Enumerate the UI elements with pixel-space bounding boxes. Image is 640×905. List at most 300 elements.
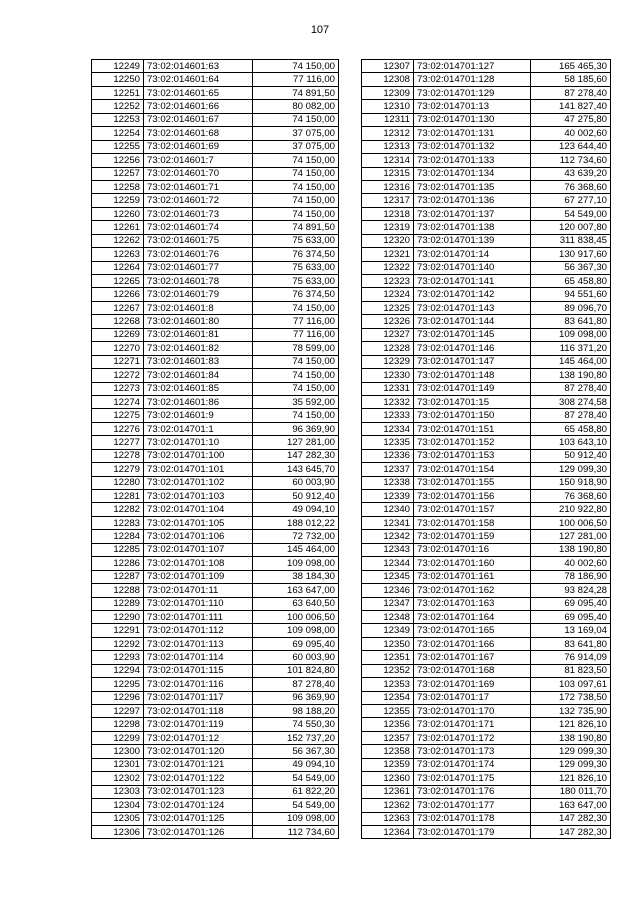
value-cell: 129 099,30 (531, 758, 611, 771)
cadastral-number-cell: 73:02:014701:159 (414, 530, 531, 543)
value-cell: 50 912,40 (253, 490, 339, 503)
value-cell: 74 150,00 (253, 167, 339, 180)
value-cell: 138 190,80 (531, 369, 611, 382)
table-row (362, 503, 611, 516)
table-row (362, 718, 611, 731)
table-row (92, 799, 339, 812)
cadastral-number-cell: 73:02:014701:122 (144, 772, 253, 785)
row-number-cell: 12299 (92, 731, 144, 744)
row-number-cell: 12270 (92, 342, 144, 355)
table-row (92, 691, 339, 704)
value-cell: 60 003,90 (253, 651, 339, 664)
value-cell: 37 075,00 (253, 140, 339, 153)
value-cell: 98 188,20 (253, 705, 339, 718)
table-row (92, 154, 339, 167)
value-cell: 74 150,00 (253, 194, 339, 207)
cadastral-number-cell: 73:02:014701:171 (414, 718, 531, 731)
row-number-cell: 12279 (92, 463, 144, 476)
value-cell: 81 823,50 (531, 664, 611, 677)
table-row (92, 503, 339, 516)
row-number-cell: 12277 (92, 436, 144, 449)
table-row (92, 409, 339, 422)
value-cell: 74 150,00 (253, 409, 339, 422)
page-number: 107 (310, 24, 330, 36)
row-number-cell: 12295 (92, 678, 144, 691)
cadastral-number-cell: 73:02:014701:108 (144, 557, 253, 570)
row-number-cell: 12326 (362, 315, 414, 328)
row-number-cell: 12298 (92, 718, 144, 731)
value-cell: 96 369,90 (253, 691, 339, 704)
table-row (362, 637, 611, 650)
table-row (362, 234, 611, 247)
value-cell: 77 116,00 (253, 328, 339, 341)
table-row (362, 799, 611, 812)
row-number-cell: 12284 (92, 530, 144, 543)
value-cell: 308 274,58 (531, 395, 611, 408)
table-row (362, 369, 611, 382)
value-cell: 100 006,50 (253, 610, 339, 623)
table-row (362, 664, 611, 677)
table-row (92, 772, 339, 785)
table-row (92, 315, 339, 328)
cadastral-number-cell: 73:02:014601:9 (144, 409, 253, 422)
cadastral-number-cell: 73:02:014701:126 (144, 825, 253, 838)
value-cell: 50 912,40 (531, 449, 611, 462)
table-row (92, 180, 339, 193)
row-number-cell: 12330 (362, 369, 414, 382)
row-number-cell: 12286 (92, 557, 144, 570)
cadastral-number-cell: 73:02:014701:157 (414, 503, 531, 516)
cadastral-number-cell: 73:02:014701:12 (144, 731, 253, 744)
cadastral-number-cell: 73:02:014701:125 (144, 812, 253, 825)
cadastral-number-cell: 73:02:014701:169 (414, 678, 531, 691)
row-number-cell: 12313 (362, 140, 414, 153)
table-row (362, 422, 611, 435)
cadastral-number-cell: 73:02:014701:172 (414, 731, 531, 744)
row-number-cell: 12292 (92, 637, 144, 650)
row-number-cell: 12336 (362, 449, 414, 462)
cadastral-number-cell: 73:02:014701:168 (414, 664, 531, 677)
row-number-cell: 12287 (92, 570, 144, 583)
value-cell: 49 094,10 (253, 503, 339, 516)
table-row (362, 530, 611, 543)
cadastral-number-cell: 73:02:014701:16 (414, 543, 531, 556)
row-number-cell: 12337 (362, 463, 414, 476)
value-cell: 60 003,90 (253, 476, 339, 489)
cadastral-number-cell: 73:02:014601:67 (144, 113, 253, 126)
row-number-cell: 12356 (362, 718, 414, 731)
cadastral-number-cell: 73:02:014701:134 (414, 167, 531, 180)
row-number-cell: 12291 (92, 624, 144, 637)
table-row (362, 691, 611, 704)
table-row (92, 301, 339, 314)
row-number-cell: 12297 (92, 705, 144, 718)
table-row (362, 543, 611, 556)
cadastral-number-cell: 73:02:014701:177 (414, 799, 531, 812)
table-row (362, 288, 611, 301)
table-row (362, 409, 611, 422)
table-row (92, 758, 339, 771)
row-number-cell: 12290 (92, 610, 144, 623)
row-number-cell: 12264 (92, 261, 144, 274)
value-cell: 129 099,30 (531, 463, 611, 476)
cadastral-number-cell: 73:02:014701:117 (144, 691, 253, 704)
row-number-cell: 12281 (92, 490, 144, 503)
cadastral-number-cell: 73:02:014701:155 (414, 476, 531, 489)
cadastral-number-cell: 73:02:014601:78 (144, 275, 253, 288)
table-row (362, 60, 611, 73)
table-row (92, 167, 339, 180)
value-cell: 138 190,80 (531, 731, 611, 744)
value-cell: 69 095,40 (253, 637, 339, 650)
cadastral-number-cell: 73:02:014701:132 (414, 140, 531, 153)
row-number-cell: 12352 (362, 664, 414, 677)
row-number-cell: 12316 (362, 180, 414, 193)
table-row (362, 113, 611, 126)
cadastral-number-cell: 73:02:014701:150 (414, 409, 531, 422)
row-number-cell: 12288 (92, 584, 144, 597)
table-row (362, 785, 611, 798)
cadastral-number-cell: 73:02:014701:130 (414, 113, 531, 126)
cadastral-number-cell: 73:02:014701:121 (144, 758, 253, 771)
cadastral-number-cell: 73:02:014701:116 (144, 678, 253, 691)
cadastral-number-cell: 73:02:014701:149 (414, 382, 531, 395)
value-cell: 145 464,00 (531, 355, 611, 368)
value-cell: 103 097,61 (531, 678, 611, 691)
cadastral-number-cell: 73:02:014701:103 (144, 490, 253, 503)
row-number-cell: 12327 (362, 328, 414, 341)
cadastral-number-cell: 73:02:014601:83 (144, 355, 253, 368)
cadastral-number-cell: 73:02:014601:81 (144, 328, 253, 341)
value-cell: 54 549,00 (253, 772, 339, 785)
value-cell: 74 150,00 (253, 60, 339, 73)
value-cell: 87 278,40 (531, 86, 611, 99)
table-row (362, 207, 611, 220)
row-number-cell: 12340 (362, 503, 414, 516)
value-cell: 47 275,80 (531, 113, 611, 126)
cadastral-number-cell: 73:02:014601:82 (144, 342, 253, 355)
table-row (92, 637, 339, 650)
table-row (92, 382, 339, 395)
value-cell: 123 644,40 (531, 140, 611, 153)
table-row (92, 476, 339, 489)
value-cell: 75 633,00 (253, 234, 339, 247)
row-number-cell: 12357 (362, 731, 414, 744)
table-row (362, 275, 611, 288)
value-cell: 127 281,00 (531, 530, 611, 543)
value-cell: 147 282,30 (253, 449, 339, 462)
cadastral-number-cell: 73:02:014701:118 (144, 705, 253, 718)
value-cell: 74 150,00 (253, 180, 339, 193)
cadastral-number-cell: 73:02:014701:129 (414, 86, 531, 99)
value-cell: 56 367,30 (253, 745, 339, 758)
value-cell: 76 368,60 (531, 180, 611, 193)
table-row (362, 731, 611, 744)
value-cell: 100 006,50 (531, 516, 611, 529)
table-row (92, 261, 339, 274)
row-number-cell: 12311 (362, 113, 414, 126)
cadastral-number-cell: 73:02:014601:71 (144, 180, 253, 193)
table-row (92, 127, 339, 140)
cadastral-number-cell: 73:02:014701:170 (414, 705, 531, 718)
cadastral-number-cell: 73:02:014701:137 (414, 207, 531, 220)
table-row (362, 584, 611, 597)
table-row (362, 745, 611, 758)
table-row (362, 127, 611, 140)
value-cell: 76 368,60 (531, 490, 611, 503)
table-row (92, 342, 339, 355)
table-row (92, 449, 339, 462)
value-cell: 172 738,50 (531, 691, 611, 704)
table-row (92, 288, 339, 301)
value-cell: 78 599,00 (253, 342, 339, 355)
cadastral-number-cell: 73:02:014701:136 (414, 194, 531, 207)
cadastral-number-cell: 73:02:014601:66 (144, 100, 253, 113)
registry-table-right-body (362, 60, 611, 839)
cadastral-number-cell: 73:02:014701:145 (414, 328, 531, 341)
row-number-cell: 12329 (362, 355, 414, 368)
cadastral-number-cell: 73:02:014701:163 (414, 597, 531, 610)
row-number-cell: 12310 (362, 100, 414, 113)
cadastral-number-cell: 73:02:014701:156 (414, 490, 531, 503)
value-cell: 76 374,50 (253, 288, 339, 301)
cadastral-number-cell: 73:02:014701:109 (144, 570, 253, 583)
cadastral-number-cell: 73:02:014701:167 (414, 651, 531, 664)
value-cell: 143 645,70 (253, 463, 339, 476)
value-cell: 121 826,10 (531, 718, 611, 731)
table-row (362, 248, 611, 261)
cadastral-number-cell: 73:02:014701:142 (414, 288, 531, 301)
cadastral-number-cell: 73:02:014701:133 (414, 154, 531, 167)
cadastral-number-cell: 73:02:014601:85 (144, 382, 253, 395)
value-cell: 65 458,80 (531, 275, 611, 288)
value-cell: 109 098,00 (253, 624, 339, 637)
table-row (92, 328, 339, 341)
table-row (92, 731, 339, 744)
cadastral-number-cell: 73:02:014701:174 (414, 758, 531, 771)
cadastral-number-cell: 73:02:014701:13 (414, 100, 531, 113)
table-row (92, 100, 339, 113)
row-number-cell: 12296 (92, 691, 144, 704)
cadastral-number-cell: 73:02:014701:161 (414, 570, 531, 583)
table-row (92, 651, 339, 664)
row-number-cell: 12289 (92, 597, 144, 610)
table-row (92, 812, 339, 825)
row-number-cell: 12267 (92, 301, 144, 314)
table-row (92, 543, 339, 556)
row-number-cell: 12260 (92, 207, 144, 220)
cadastral-number-cell: 73:02:014601:80 (144, 315, 253, 328)
table-row (92, 86, 339, 99)
cadastral-number-cell: 73:02:014701:148 (414, 369, 531, 382)
row-number-cell: 12256 (92, 154, 144, 167)
row-number-cell: 12276 (92, 422, 144, 435)
cadastral-number-cell: 73:02:014701:10 (144, 436, 253, 449)
value-cell: 188 012,22 (253, 516, 339, 529)
row-number-cell: 12251 (92, 86, 144, 99)
row-number-cell: 12262 (92, 234, 144, 247)
cadastral-number-cell: 73:02:014701:153 (414, 449, 531, 462)
cadastral-number-cell: 73:02:014701:175 (414, 772, 531, 785)
row-number-cell: 12293 (92, 651, 144, 664)
table-row (362, 342, 611, 355)
table-row (362, 382, 611, 395)
value-cell: 40 002,60 (531, 127, 611, 140)
table-row (92, 234, 339, 247)
cadastral-number-cell: 73:02:014701:176 (414, 785, 531, 798)
cadastral-number-cell: 73:02:014601:76 (144, 248, 253, 261)
value-cell: 58 185,60 (531, 73, 611, 86)
row-number-cell: 12314 (362, 154, 414, 167)
table-row (362, 772, 611, 785)
row-number-cell: 12331 (362, 382, 414, 395)
cadastral-number-cell: 73:02:014701:110 (144, 597, 253, 610)
table-row (362, 449, 611, 462)
cadastral-number-cell: 73:02:014701:135 (414, 180, 531, 193)
value-cell: 72 732,00 (253, 530, 339, 543)
value-cell: 75 633,00 (253, 275, 339, 288)
value-cell: 87 278,40 (531, 382, 611, 395)
cadastral-number-cell: 73:02:014701:105 (144, 516, 253, 529)
value-cell: 145 464,00 (253, 543, 339, 556)
value-cell: 93 824,28 (531, 584, 611, 597)
table-row (92, 207, 339, 220)
cadastral-number-cell: 73:02:014701:113 (144, 637, 253, 650)
row-number-cell: 12362 (362, 799, 414, 812)
cadastral-number-cell: 73:02:014701:173 (414, 745, 531, 758)
row-number-cell: 12261 (92, 221, 144, 234)
cadastral-number-cell: 73:02:014701:123 (144, 785, 253, 798)
row-number-cell: 12257 (92, 167, 144, 180)
row-number-cell: 12344 (362, 557, 414, 570)
cadastral-number-cell: 73:02:014701:151 (414, 422, 531, 435)
table-row (362, 395, 611, 408)
cadastral-number-cell: 73:02:014701:111 (144, 610, 253, 623)
row-number-cell: 12285 (92, 543, 144, 556)
cadastral-number-cell: 73:02:014701:165 (414, 624, 531, 637)
value-cell: 311 838,45 (531, 234, 611, 247)
row-number-cell: 12300 (92, 745, 144, 758)
cadastral-number-cell: 73:02:014701:140 (414, 261, 531, 274)
value-cell: 147 282,30 (531, 825, 611, 838)
row-number-cell: 12301 (92, 758, 144, 771)
cadastral-number-cell: 73:02:014601:86 (144, 395, 253, 408)
value-cell: 180 011,70 (531, 785, 611, 798)
value-cell: 65 458,80 (531, 422, 611, 435)
table-row (362, 73, 611, 86)
value-cell: 129 099,30 (531, 745, 611, 758)
value-cell: 87 278,40 (253, 678, 339, 691)
table-row (362, 100, 611, 113)
table-row (92, 422, 339, 435)
table-row (92, 825, 339, 838)
row-number-cell: 12278 (92, 449, 144, 462)
cadastral-number-cell: 73:02:014601:84 (144, 369, 253, 382)
table-row (92, 369, 339, 382)
table-row (362, 180, 611, 193)
value-cell: 101 824,80 (253, 664, 339, 677)
row-number-cell: 12342 (362, 530, 414, 543)
cadastral-number-cell: 73:02:014701:101 (144, 463, 253, 476)
cadastral-number-cell: 73:02:014701:127 (414, 60, 531, 73)
table-row (92, 718, 339, 731)
value-cell: 43 639,20 (531, 167, 611, 180)
table-row (92, 355, 339, 368)
cadastral-number-cell: 73:02:014701:115 (144, 664, 253, 677)
cadastral-number-cell: 73:02:014701:147 (414, 355, 531, 368)
value-cell: 127 281,00 (253, 436, 339, 449)
value-cell: 141 827,40 (531, 100, 611, 113)
row-number-cell: 12304 (92, 799, 144, 812)
value-cell: 87 278,40 (531, 409, 611, 422)
cadastral-number-cell: 73:02:014701:178 (414, 812, 531, 825)
row-number-cell: 12283 (92, 516, 144, 529)
row-number-cell: 12363 (362, 812, 414, 825)
row-number-cell: 12282 (92, 503, 144, 516)
table-row (92, 624, 339, 637)
value-cell: 49 094,10 (253, 758, 339, 771)
value-cell: 13 169,04 (531, 624, 611, 637)
table-row (92, 436, 339, 449)
row-number-cell: 12339 (362, 490, 414, 503)
row-number-cell: 12312 (362, 127, 414, 140)
table-row (362, 758, 611, 771)
table-row (362, 355, 611, 368)
cadastral-number-cell: 73:02:014701:17 (414, 691, 531, 704)
cadastral-number-cell: 73:02:014601:69 (144, 140, 253, 153)
row-number-cell: 12307 (362, 60, 414, 73)
cadastral-number-cell: 73:02:014701:114 (144, 651, 253, 664)
row-number-cell: 12254 (92, 127, 144, 140)
table-row (92, 745, 339, 758)
value-cell: 78 186,90 (531, 570, 611, 583)
row-number-cell: 12309 (362, 86, 414, 99)
row-number-cell: 12317 (362, 194, 414, 207)
table-row (92, 221, 339, 234)
cadastral-number-cell: 73:02:014601:79 (144, 288, 253, 301)
value-cell: 37 075,00 (253, 127, 339, 140)
cadastral-number-cell: 73:02:014601:73 (144, 207, 253, 220)
value-cell: 150 918,90 (531, 476, 611, 489)
row-number-cell: 12259 (92, 194, 144, 207)
value-cell: 121 826,10 (531, 772, 611, 785)
row-number-cell: 12319 (362, 221, 414, 234)
row-number-cell: 12305 (92, 812, 144, 825)
value-cell: 163 647,00 (531, 799, 611, 812)
value-cell: 74 891,50 (253, 86, 339, 99)
row-number-cell: 12272 (92, 369, 144, 382)
cadastral-number-cell: 73:02:014701:112 (144, 624, 253, 637)
row-number-cell: 12280 (92, 476, 144, 489)
value-cell: 138 190,80 (531, 543, 611, 556)
value-cell: 67 277,10 (531, 194, 611, 207)
table-row (92, 785, 339, 798)
cadastral-number-cell: 73:02:014701:138 (414, 221, 531, 234)
row-number-cell: 12345 (362, 570, 414, 583)
cadastral-number-cell: 73:02:014701:141 (414, 275, 531, 288)
row-number-cell: 12355 (362, 705, 414, 718)
row-number-cell: 12275 (92, 409, 144, 422)
table-row (92, 73, 339, 86)
table-row (92, 140, 339, 153)
value-cell: 69 095,40 (531, 610, 611, 623)
row-number-cell: 12323 (362, 275, 414, 288)
row-number-cell: 12360 (362, 772, 414, 785)
cadastral-number-cell: 73:02:014701:152 (414, 436, 531, 449)
table-row (362, 476, 611, 489)
value-cell: 63 640,50 (253, 597, 339, 610)
table-row (92, 664, 339, 677)
